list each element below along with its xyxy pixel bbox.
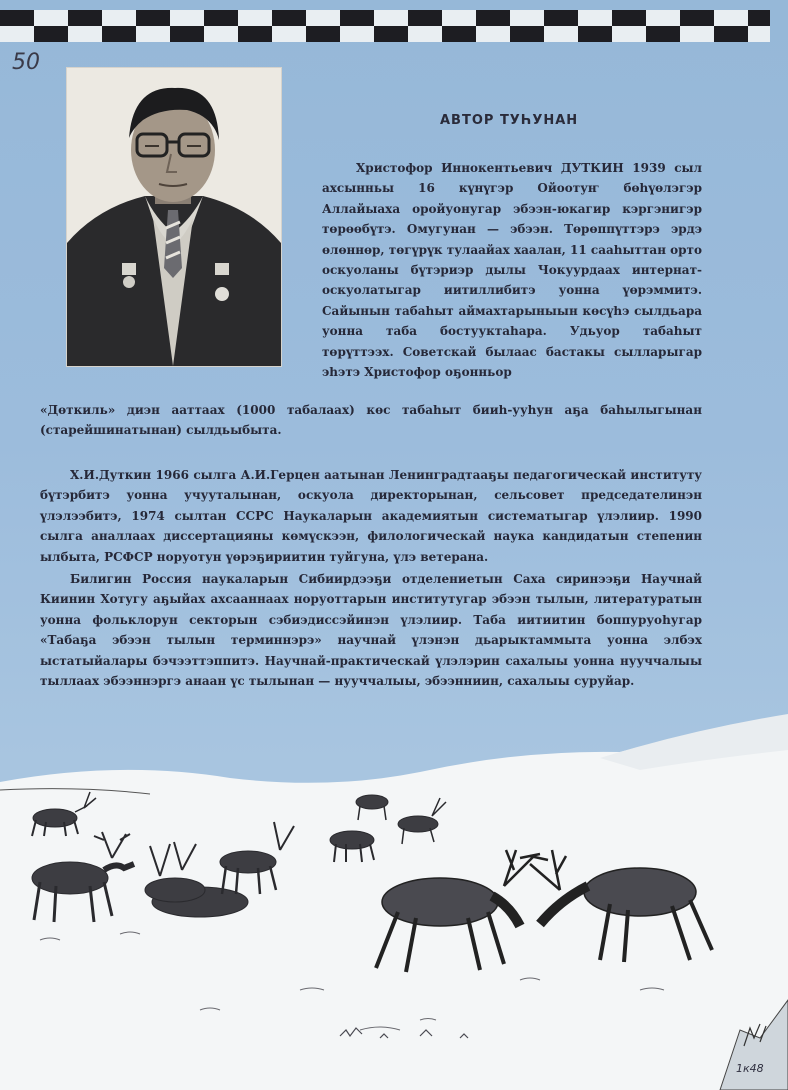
- section-title: АВТОР ТУҺУНАН: [440, 113, 579, 128]
- reindeer-illustration: [0, 690, 788, 1090]
- author-portrait: [66, 67, 282, 367]
- body-text: [40, 463, 702, 691]
- intro-paragraph: [322, 158, 702, 382]
- page-number: 50: [12, 50, 40, 75]
- paragraph: Билигин Россия наукаларын Сибиирдээҕи отделениетын Саха сиринээҕи Научнай Киинин Хотугу аҕыйах ахсааннаах норуоттарын институтугар эбээн тылын, литературатын уонна фольклорун секторын сэбиэдиссэйинэн үлэлиир. Таба иитиитин боппуруоһугар «Табаҕа эбээн тылын терминнэрэ» научнай үлэнэн дьарыктаммыта уонна элбэх ыстатыйалары бэчээттэппитэ. Научнай-практическай үлэлэрин сахалыы уонна нууччалыы тыллаах эбээннэргэ анаан үс тылынан — нууччалыы, эбээнниин, сахалыы суруйар.: [40, 572, 702, 689]
- checkered-border: [0, 10, 770, 42]
- intro-continuation: «Дөткиль» диэн ааттаах (1000 табалаах) көс табаһыт бииһ-ууһун аҕа баһылыгынан (старейшинатынан) сылдьыбыта.: [40, 403, 702, 438]
- intro-text: Христофор Иннокентьевич ДУТКИН 1939 сыл ахсынньы 16 күнүгэр Ойоотуҥ бөһүөлэгэр Аллайыаха оройуонугар эбээн-юкагир кэргэнигэр төрөөбүтэ. Омугунан — эбээн. Төрөппүттэрэ эрдэ өлөннөр, төгүрүк тулаайах хаалан, 11 сааһыттан орто оскуоланы бүтэриэр дылы Чокуурдаах интернат-оскуолатыгар иитиллибитэ уонна үөрэммитэ. Сайынын табаһыт аймахтарыныын көсүһэ сылдьара уонна таба бостууктаһара. Удьуор табаһыт төрүттээх. Советскай былаас бастакы сылларыгар эһэтэ Христофор оҕонньор: [322, 161, 702, 380]
- illustrator-signature: 1к48: [736, 1062, 764, 1075]
- paragraph: Х.И.Дуткин 1966 сылга А.И.Герцен аатынан Ленинградтааҕы педагогическай институту бүтэрбитэ уонна учууталынан, оскуола директорынан, сельсовет председателинэн үлэлээбитэ, 1974 сылтан ССРС Наукаларын академиятын систематыгар үлэлиир. 1990 сылга аналлаах диссертацияны көмүскээн, филологическай наука кандидатын степенин ылбыта, РСФСР норуотун үөрэҕириитин туйгуна, үлэ ветерана.: [40, 468, 702, 564]
